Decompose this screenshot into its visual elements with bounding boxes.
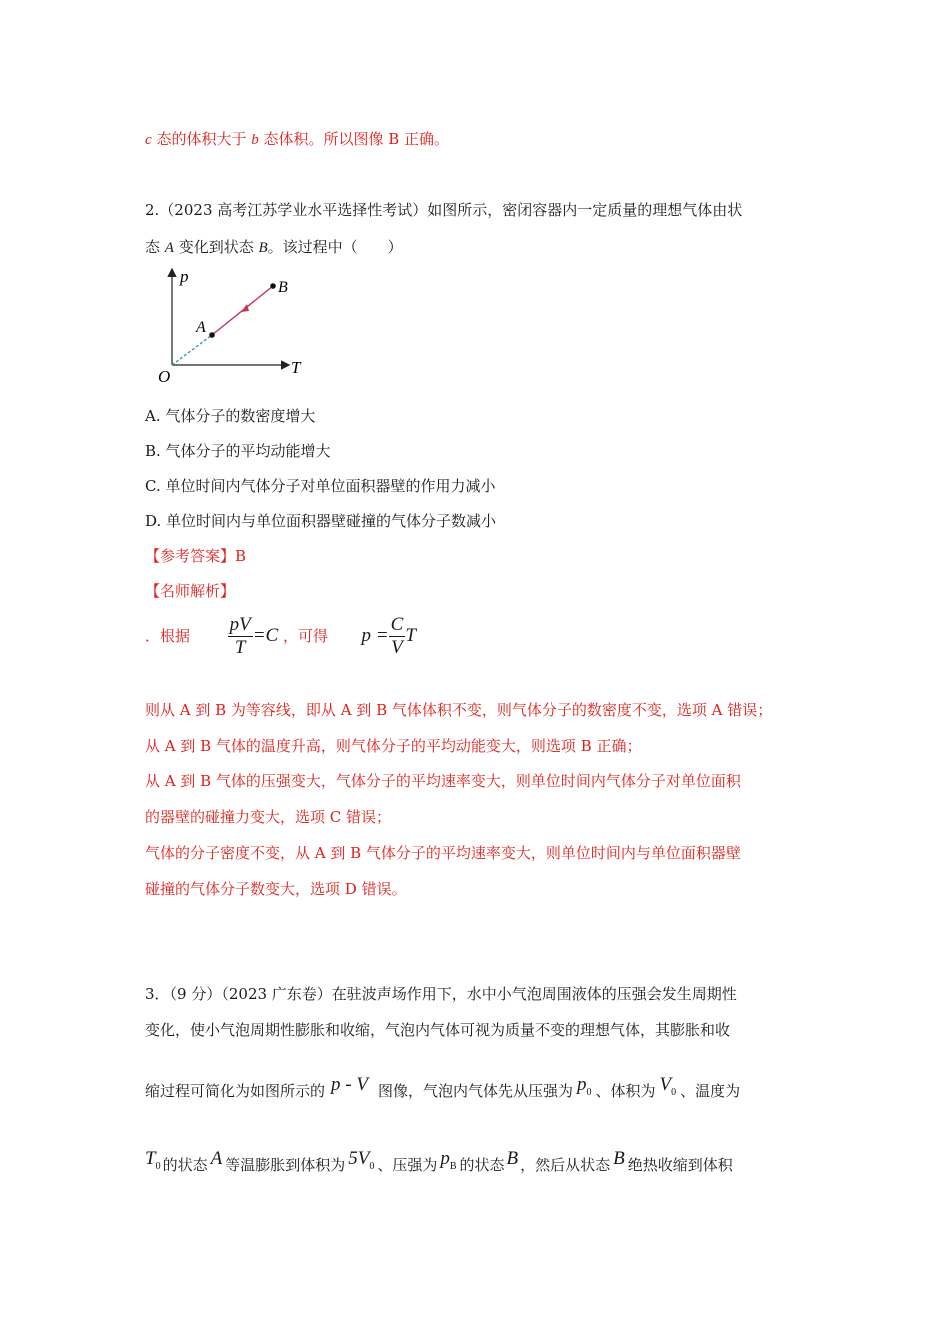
extension-dashed: [172, 335, 212, 365]
point-b: [270, 283, 276, 289]
q3-stem-line4: $T_0$ 的状态 A 等温膨胀到体积为 $5V_0$ 、压强为 $p_B$ 的状态 B ，然后从状态 B 绝热收缩到体积: [145, 1148, 733, 1174]
q3-stem-line1: 3．（9 分）（2023 广东卷）在驻波声场作用下，水中小气泡周围液体的压强会发生周期性: [145, 985, 737, 1003]
option-a: A. 气体分子的数密度增大: [145, 407, 316, 425]
formula-fraction-1: $\frac{pV}{T}$: [229, 613, 251, 658]
option-b: B. 气体分子的平均动能增大: [145, 442, 331, 460]
explanation-6: 碰撞的气体分子数变大，选项 D 错误。: [145, 880, 407, 898]
formula-line: ．根据 $\frac{pV}{T}$ =C ，可得 p = $\frac{C}{V}$ T: [145, 613, 416, 658]
explanation-1: 则从 A 到 B 为等容线，即从 A 到 B 气体体积不变，则气体分子的数密度不变，选项 A 错误；: [145, 701, 773, 719]
q2-stem-line2: 态 A 变化到状态 B。该过程中（ ）: [145, 238, 403, 256]
state-c: c: [145, 132, 152, 148]
option-c: C. 单位时间内气体分子对单位面积器壁的作用力减小: [145, 477, 496, 495]
option-d: D. 单位时间内与单位面积器壁碰撞的气体分子数减小: [145, 512, 497, 530]
direction-arrow: [241, 304, 249, 312]
analysis-heading: 【名师解析】: [145, 582, 236, 600]
q3-stem-line3: 缩过程可简化为如图所示的 p - V 图像，气泡内气体先从压强为 $p_0$ 、体积为 $V_0$ 、温度为: [145, 1074, 741, 1100]
state-b: b: [251, 132, 259, 148]
explanation-3: 从 A 到 B 气体的压强变大，气体分子的平均速率变大，则单位时间内气体分子对单位面积: [145, 772, 741, 790]
axis-t-label: T: [291, 358, 301, 377]
point-a-label: A: [196, 319, 206, 336]
explanation-5: 气体的分子密度不变，从 A 到 B 气体分子的平均速率变大，则单位时间内与单位面积器壁: [145, 844, 741, 862]
p-t-graph: [150, 262, 310, 387]
origin-label: O: [158, 367, 171, 386]
point-b-label: B: [278, 279, 288, 296]
q2-stem-line1: 2.（2023 高考江苏学业水平选择性考试）如图所示，密闭容器内一定质量的理想气体由状: [145, 201, 743, 219]
point-a: [209, 332, 215, 338]
q3-stem-line2: 变化，使小气泡周期性膨胀和收缩，气泡内气体可视为质量不变的理想气体，其膨胀和收: [145, 1021, 731, 1039]
axis-p-label: p: [180, 267, 189, 286]
reference-answer: 【参考答案】B: [145, 547, 247, 565]
formula-fraction-2: $\frac{C}{V}$: [390, 613, 404, 658]
explanation-4: 的器壁的碰撞力变大，选项 C 错误；: [145, 808, 392, 826]
explanation-2: 从 A 到 B 气体的温度升高，则气体分子的平均动能变大，则选项 B 正确；: [145, 737, 642, 755]
prev-answer-conclusion: c 态的体积大于 b 态体积。所以图像 B 正确。: [145, 130, 450, 148]
